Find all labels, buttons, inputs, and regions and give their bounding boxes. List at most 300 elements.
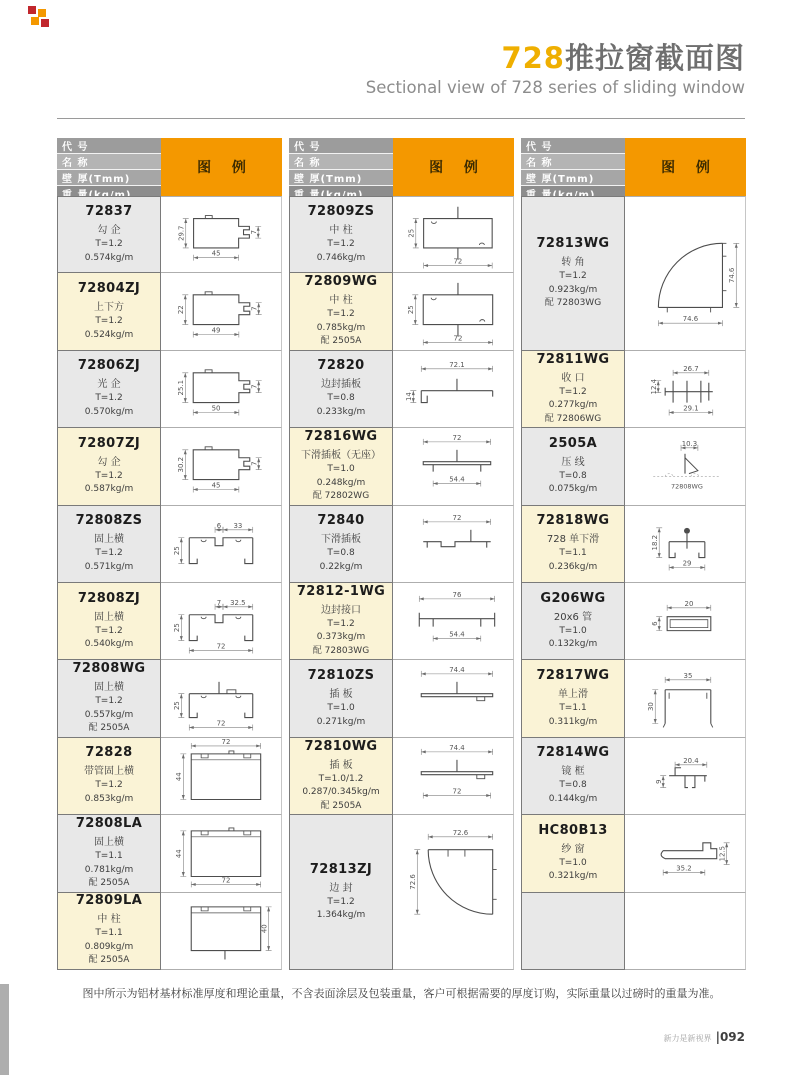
svg-text:12.5: 12.5 — [718, 846, 727, 862]
profile-name: 勾 企 — [97, 225, 121, 237]
svg-text:74.4: 74.4 — [449, 743, 465, 752]
table-row — [57, 273, 282, 350]
profile-code: 72828 — [85, 745, 133, 761]
profile-weight: 0.132kg/m — [548, 639, 598, 650]
svg-text:44: 44 — [175, 772, 184, 781]
profile-thickness: T=1.2 — [327, 618, 355, 629]
profile-code: 72809WG — [304, 274, 378, 290]
profile-code: 72806ZJ — [77, 358, 141, 374]
profile-thickness: T=1.2 — [95, 625, 123, 636]
profile-info-cell — [57, 893, 161, 970]
profile-weight: 0.540kg/m — [84, 639, 134, 650]
svg-text:72: 72 — [452, 513, 462, 522]
profile-code: 72813WG — [536, 236, 610, 252]
profile-match-note: 配 72803WG — [544, 298, 602, 309]
profile-info-cell — [57, 738, 161, 815]
profile-thickness: T=1.2 — [95, 470, 123, 481]
svg-text:25.1: 25.1 — [177, 379, 186, 396]
profile-thickness: T=1.2 — [95, 316, 123, 327]
profile-name: 勾 企 — [97, 456, 121, 468]
profile-match-note: 配 72802WG — [312, 491, 370, 502]
profile-code: 72816WG — [304, 429, 378, 445]
profile-name: 单上滑 — [558, 689, 588, 701]
profile-code: HC80B13 — [538, 822, 608, 838]
profile-name: 中 柱 — [329, 225, 353, 237]
profile-code: 72808WG — [72, 661, 146, 677]
profile-name: 边封插板 — [321, 379, 361, 391]
profile-weight: 0.144kg/m — [548, 793, 598, 804]
svg-text:10.3: 10.3 — [681, 440, 698, 449]
profile-diagram-drawing — [393, 428, 513, 504]
profile-code: 72808ZS — [75, 513, 143, 529]
profile-weight: 0.785kg/m — [316, 322, 366, 333]
table-row — [521, 893, 746, 970]
svg-text:25: 25 — [407, 305, 416, 315]
title-cn-rest: 推拉窗截面图 — [564, 41, 745, 75]
svg-text:72808WG: 72808WG — [671, 482, 703, 491]
profile-weight: 0.271kg/m — [316, 716, 366, 727]
svg-text:74.6: 74.6 — [728, 267, 737, 284]
svg-text:72.1: 72.1 — [449, 360, 465, 369]
svg-text:72: 72 — [221, 737, 231, 746]
profile-info-cell — [289, 506, 393, 583]
profile-match-note: 配 2505A — [320, 800, 362, 811]
svg-text:9: 9 — [654, 779, 663, 784]
profile-diagram-cell — [393, 428, 514, 505]
svg-text:45: 45 — [211, 481, 221, 490]
profile-diagram-cell — [625, 738, 746, 815]
profile-diagram-cell — [161, 351, 282, 428]
svg-text:74.4: 74.4 — [449, 666, 465, 675]
profile-diagram-cell — [161, 815, 282, 892]
svg-text:7: 7 — [216, 598, 222, 607]
header-labels — [57, 138, 161, 196]
table-row — [57, 815, 282, 892]
svg-text:40: 40 — [260, 923, 269, 933]
table-row — [57, 506, 282, 583]
profile-diagram-cell — [625, 815, 746, 892]
svg-text:72: 72 — [452, 787, 462, 796]
profile-diagram-drawing — [393, 660, 513, 736]
profile-diagram-drawing — [161, 428, 281, 504]
profile-info-cell — [289, 351, 393, 428]
profile-weight: 0.570kg/m — [84, 406, 134, 417]
table-row — [57, 583, 282, 660]
profile-info-cell — [521, 196, 625, 351]
profile-diagram-cell — [161, 660, 282, 737]
table-row — [57, 428, 282, 505]
profile-weight: 0.075kg/m — [548, 484, 598, 495]
table-header — [521, 138, 746, 196]
profile-thickness: T=0.8 — [327, 393, 355, 404]
profile-code: 72837 — [85, 204, 133, 220]
profile-code: 72840 — [317, 513, 365, 529]
svg-text:7: 7 — [250, 230, 259, 235]
svg-text:12.4: 12.4 — [650, 378, 659, 395]
svg-text:22: 22 — [177, 305, 186, 315]
profile-weight: 0.809kg/m — [84, 941, 134, 952]
profile-code: 72812-1WG — [296, 583, 386, 599]
profile-name: 下滑插板（无座） — [301, 450, 381, 462]
svg-text:54.4: 54.4 — [449, 630, 465, 639]
profile-match-note: 配 72803WG — [312, 645, 370, 656]
profile-diagram-drawing — [625, 583, 745, 659]
left-edge-strip — [0, 984, 9, 1075]
profile-diagram-drawing — [161, 738, 281, 814]
svg-text:72.6: 72.6 — [452, 828, 469, 837]
profile-info-cell — [521, 815, 625, 892]
profile-thickness: T=1.0 — [559, 857, 587, 868]
profile-code: 72810ZS — [307, 668, 375, 684]
table-row — [289, 428, 514, 505]
svg-text:72: 72 — [453, 334, 463, 343]
table-row — [521, 506, 746, 583]
profile-thickness: T=1.2 — [327, 896, 355, 907]
header-label: 代 号 — [521, 138, 625, 154]
table-row — [57, 351, 282, 428]
profile-thickness: T=1.2 — [95, 239, 123, 250]
profile-weight: 0.236kg/m — [548, 561, 598, 572]
svg-text:72.6: 72.6 — [409, 874, 418, 890]
profile-diagram-cell — [161, 583, 282, 660]
profile-thickness: T=1.2 — [95, 393, 123, 404]
profile-diagram-cell — [161, 738, 282, 815]
profile-name: 固上横 — [94, 611, 124, 623]
svg-text:14: 14 — [405, 392, 414, 401]
profile-code: 72808ZJ — [77, 590, 141, 606]
profile-diagram-drawing — [161, 583, 281, 659]
svg-text:33: 33 — [233, 521, 243, 530]
svg-text:30: 30 — [647, 702, 656, 712]
profile-info-cell — [521, 660, 625, 737]
profile-weight: 0.571kg/m — [84, 561, 134, 572]
svg-text:7: 7 — [250, 306, 259, 312]
profile-diagram-drawing — [161, 815, 281, 891]
profile-diagram-drawing — [625, 428, 745, 504]
profile-info-cell — [289, 738, 393, 815]
profile-name: 镜 框 — [561, 766, 585, 778]
profile-diagram-cell — [161, 893, 282, 970]
svg-text:74.6: 74.6 — [682, 315, 699, 324]
table-row — [289, 815, 514, 970]
table-row — [521, 738, 746, 815]
svg-text:29: 29 — [682, 559, 692, 568]
profile-diagram-drawing — [625, 197, 745, 350]
profile-diagram-cell — [625, 893, 746, 970]
legend-header: 图 例 — [161, 138, 282, 196]
profile-name: 带管固上横 — [84, 766, 134, 778]
profile-info-cell — [289, 583, 393, 660]
header-label: 代 号 — [57, 138, 161, 154]
profile-info-cell — [289, 660, 393, 737]
profile-name: 插 板 — [329, 759, 353, 771]
profile-diagram-cell — [161, 196, 282, 273]
profile-thickness: T=1.1 — [559, 703, 587, 714]
profile-diagram-drawing — [393, 351, 513, 427]
profile-diagram-cell — [625, 660, 746, 737]
header-labels — [289, 138, 393, 196]
profile-info-cell — [57, 196, 161, 273]
svg-text:30.2: 30.2 — [177, 457, 186, 473]
profile-name: 中 柱 — [97, 914, 121, 926]
table-row — [289, 506, 514, 583]
page-title — [366, 42, 745, 97]
profile-weight: 0.321kg/m — [548, 871, 598, 882]
profile-info-cell — [57, 506, 161, 583]
profile-info-cell — [521, 506, 625, 583]
table-row — [521, 815, 746, 892]
profile-diagram-cell — [625, 506, 746, 583]
profile-name: 固上横 — [94, 682, 124, 694]
svg-text:35.2: 35.2 — [676, 864, 692, 873]
profile-thickness: T=1.1 — [95, 851, 123, 862]
svg-text:72: 72 — [452, 434, 462, 443]
profile-info-cell — [289, 428, 393, 505]
svg-text:49: 49 — [211, 326, 221, 335]
svg-text:32.5: 32.5 — [230, 598, 246, 607]
profile-thickness: T=1.0/1.2 — [318, 773, 364, 784]
profile-diagram-drawing — [161, 506, 281, 582]
table-column-group — [289, 138, 514, 970]
profile-info-cell — [521, 738, 625, 815]
profile-diagram-drawing — [393, 583, 513, 659]
table-row — [57, 196, 282, 273]
profile-diagram-cell — [625, 351, 746, 428]
svg-text:44: 44 — [175, 849, 184, 859]
profile-thickness: T=0.8 — [559, 470, 587, 481]
profile-diagram-drawing — [625, 506, 745, 582]
profile-weight: 0.373kg/m — [316, 632, 366, 643]
profile-diagram-drawing — [393, 506, 513, 582]
profile-name: 固上横 — [94, 534, 124, 546]
profile-diagram-drawing — [625, 660, 745, 736]
profile-match-note: 配 2505A — [320, 336, 362, 347]
profile-info-cell — [289, 196, 393, 273]
profile-code: 72820 — [317, 358, 365, 374]
profile-code: 72809LA — [75, 893, 143, 909]
table-row — [289, 583, 514, 660]
table-row — [521, 196, 746, 351]
profile-diagram-drawing — [393, 738, 513, 814]
profile-weight: 0.233kg/m — [316, 406, 366, 417]
profile-weight: 0.524kg/m — [84, 329, 134, 340]
profile-code: 72813ZJ — [309, 861, 373, 877]
profile-code: 72814WG — [536, 745, 610, 761]
table-header — [289, 138, 514, 196]
profile-diagram-cell — [393, 351, 514, 428]
title-chinese — [366, 42, 745, 75]
profile-name: 上下方 — [94, 302, 124, 314]
profile-diagram-cell — [393, 273, 514, 350]
profile-diagram-drawing — [625, 738, 745, 814]
profile-diagram-drawing — [625, 815, 745, 891]
profile-weight: 0.287/0.345kg/m — [302, 787, 380, 798]
profile-code: 72808LA — [75, 816, 143, 832]
profile-info-cell — [57, 428, 161, 505]
logo-square-icon — [41, 19, 49, 27]
profile-code: 72810WG — [304, 738, 378, 754]
profile-thickness: T=1.1 — [559, 548, 587, 559]
profile-weight: 0.781kg/m — [84, 864, 134, 875]
profile-thickness: T=1.0 — [327, 464, 355, 475]
svg-text:72: 72 — [216, 719, 226, 728]
header-label: 代 号 — [289, 138, 393, 154]
profile-diagram-cell — [393, 583, 514, 660]
profile-code: 2505A — [548, 435, 598, 451]
svg-text:25: 25 — [173, 701, 182, 711]
profile-diagram-drawing — [161, 893, 281, 969]
profile-diagram-drawing — [393, 273, 513, 349]
brand-text: 新力是新视界 — [663, 1034, 712, 1043]
header-label: 壁 厚(Tmm) — [521, 170, 625, 186]
profile-diagram-drawing — [625, 351, 745, 427]
profile-code: 72807ZJ — [77, 435, 141, 451]
table-row — [289, 738, 514, 815]
logo-mark — [28, 6, 50, 28]
svg-text:72: 72 — [216, 642, 226, 651]
profile-weight: 0.22kg/m — [319, 561, 363, 572]
header-label: 壁 厚(Tmm) — [57, 170, 161, 186]
profile-code: 72804ZJ — [77, 281, 141, 297]
profile-thickness: T=1.2 — [559, 271, 587, 282]
legend-header: 图 例 — [393, 138, 514, 196]
header-label: 名 称 — [521, 154, 625, 170]
profile-info-cell — [57, 660, 161, 737]
svg-text:6: 6 — [651, 621, 660, 626]
profile-weight: 0.574kg/m — [84, 252, 134, 263]
profile-name: 压 线 — [561, 456, 585, 468]
profile-info-cell — [57, 583, 161, 660]
svg-text:72: 72 — [453, 257, 463, 266]
profile-name: 收 口 — [561, 372, 585, 384]
page-number: |092 — [715, 1030, 745, 1044]
table-row — [289, 660, 514, 737]
footer-note: 图中所示为铝材基材标准厚度和理论重量，不含表面涂层及包装重量，客户可根据需要的厚度订购，实际重量以过磅时的重量为准。 — [82, 987, 721, 1000]
header-label: 名 称 — [289, 154, 393, 170]
profile-diagram-cell — [393, 660, 514, 737]
profile-diagram-drawing — [161, 351, 281, 427]
profile-code: 72817WG — [536, 668, 610, 684]
profile-diagram-cell — [393, 738, 514, 815]
profile-table — [57, 138, 746, 970]
profile-code: 72811WG — [536, 351, 610, 367]
title-underline — [57, 118, 745, 119]
profile-info-cell — [521, 428, 625, 505]
svg-text:45: 45 — [211, 249, 221, 258]
profile-thickness: T=1.2 — [95, 548, 123, 559]
profile-weight: 0.923kg/m — [548, 284, 598, 295]
profile-weight: 0.746kg/m — [316, 252, 366, 263]
title-series-number: 728 — [501, 41, 565, 75]
svg-text:25: 25 — [407, 228, 416, 238]
profile-thickness: T=1.2 — [95, 696, 123, 707]
svg-text:20.4: 20.4 — [683, 756, 699, 765]
table-row — [289, 196, 514, 273]
profile-info-cell — [521, 583, 625, 660]
profile-weight: 0.311kg/m — [548, 716, 598, 727]
profile-diagram-drawing — [393, 815, 513, 969]
svg-text:29.1: 29.1 — [683, 404, 699, 413]
svg-text:20: 20 — [684, 599, 694, 608]
table-row — [57, 738, 282, 815]
profile-thickness: T=1.2 — [95, 780, 123, 791]
profile-info-cell — [289, 815, 393, 970]
profile-diagram-cell — [393, 815, 514, 970]
profile-weight: 0.557kg/m — [84, 709, 134, 720]
profile-match-note: 配 2505A — [88, 955, 130, 966]
svg-text:29.7: 29.7 — [177, 225, 186, 241]
profile-weight: 0.277kg/m — [548, 400, 598, 411]
table-row — [521, 583, 746, 660]
profile-diagram-cell — [393, 196, 514, 273]
profile-diagram-drawing — [161, 660, 281, 736]
svg-text:7: 7 — [250, 384, 259, 389]
legend-header: 图 例 — [625, 138, 746, 196]
table-column-group — [57, 138, 282, 970]
profile-diagram-cell — [393, 506, 514, 583]
profile-weight: 0.248kg/m — [316, 477, 366, 488]
table-row — [521, 351, 746, 428]
profile-thickness: T=0.8 — [559, 780, 587, 791]
profile-diagram-cell — [625, 583, 746, 660]
profile-match-note: 配 2505A — [88, 878, 130, 889]
profile-diagram-drawing — [625, 893, 745, 969]
profile-code: 72809ZS — [307, 204, 375, 220]
profile-match-note: 配 72806WG — [544, 413, 602, 424]
profile-name: 20x6 管 — [553, 611, 593, 623]
svg-text:72: 72 — [221, 876, 231, 885]
profile-name: 纱 窗 — [561, 843, 585, 855]
profile-diagram-cell — [161, 428, 282, 505]
profile-thickness: T=1.0 — [327, 703, 355, 714]
svg-text:26.7: 26.7 — [683, 364, 699, 373]
profile-info-cell — [289, 273, 393, 350]
logo-square-icon — [38, 9, 46, 17]
logo-square-icon — [31, 17, 39, 25]
svg-text:25: 25 — [173, 623, 182, 633]
profile-diagram-drawing — [393, 197, 513, 272]
profile-info-cell — [521, 351, 625, 428]
profile-name: 插 板 — [329, 689, 353, 701]
logo-square-icon — [28, 6, 36, 14]
page-subtitle: Sectional view of 728 series of sliding window — [365, 78, 745, 98]
svg-text:76: 76 — [452, 590, 462, 599]
table-row — [521, 660, 746, 737]
header-labels — [521, 138, 625, 196]
profile-weight: 0.853kg/m — [84, 793, 134, 804]
profile-thickness: T=1.2 — [327, 309, 355, 320]
profile-name: 光 企 — [97, 379, 121, 391]
table-header — [57, 138, 282, 196]
svg-text:35: 35 — [683, 672, 693, 681]
table-row — [521, 428, 746, 505]
profile-diagram-drawing — [161, 273, 281, 349]
table-row — [289, 273, 514, 350]
profile-diagram-cell — [161, 506, 282, 583]
svg-text:7: 7 — [250, 461, 259, 467]
profile-info-cell — [57, 273, 161, 350]
profile-info-cell — [57, 351, 161, 428]
profile-thickness: T=1.2 — [327, 239, 355, 250]
header-label: 名 称 — [57, 154, 161, 170]
page-footer — [664, 1030, 745, 1044]
svg-text:6: 6 — [216, 521, 222, 530]
profile-thickness: T=1.2 — [559, 386, 587, 397]
profile-diagram-cell — [625, 196, 746, 351]
profile-name: 中 柱 — [329, 295, 353, 307]
svg-text:25: 25 — [173, 545, 182, 555]
profile-code: 72818WG — [536, 513, 610, 529]
